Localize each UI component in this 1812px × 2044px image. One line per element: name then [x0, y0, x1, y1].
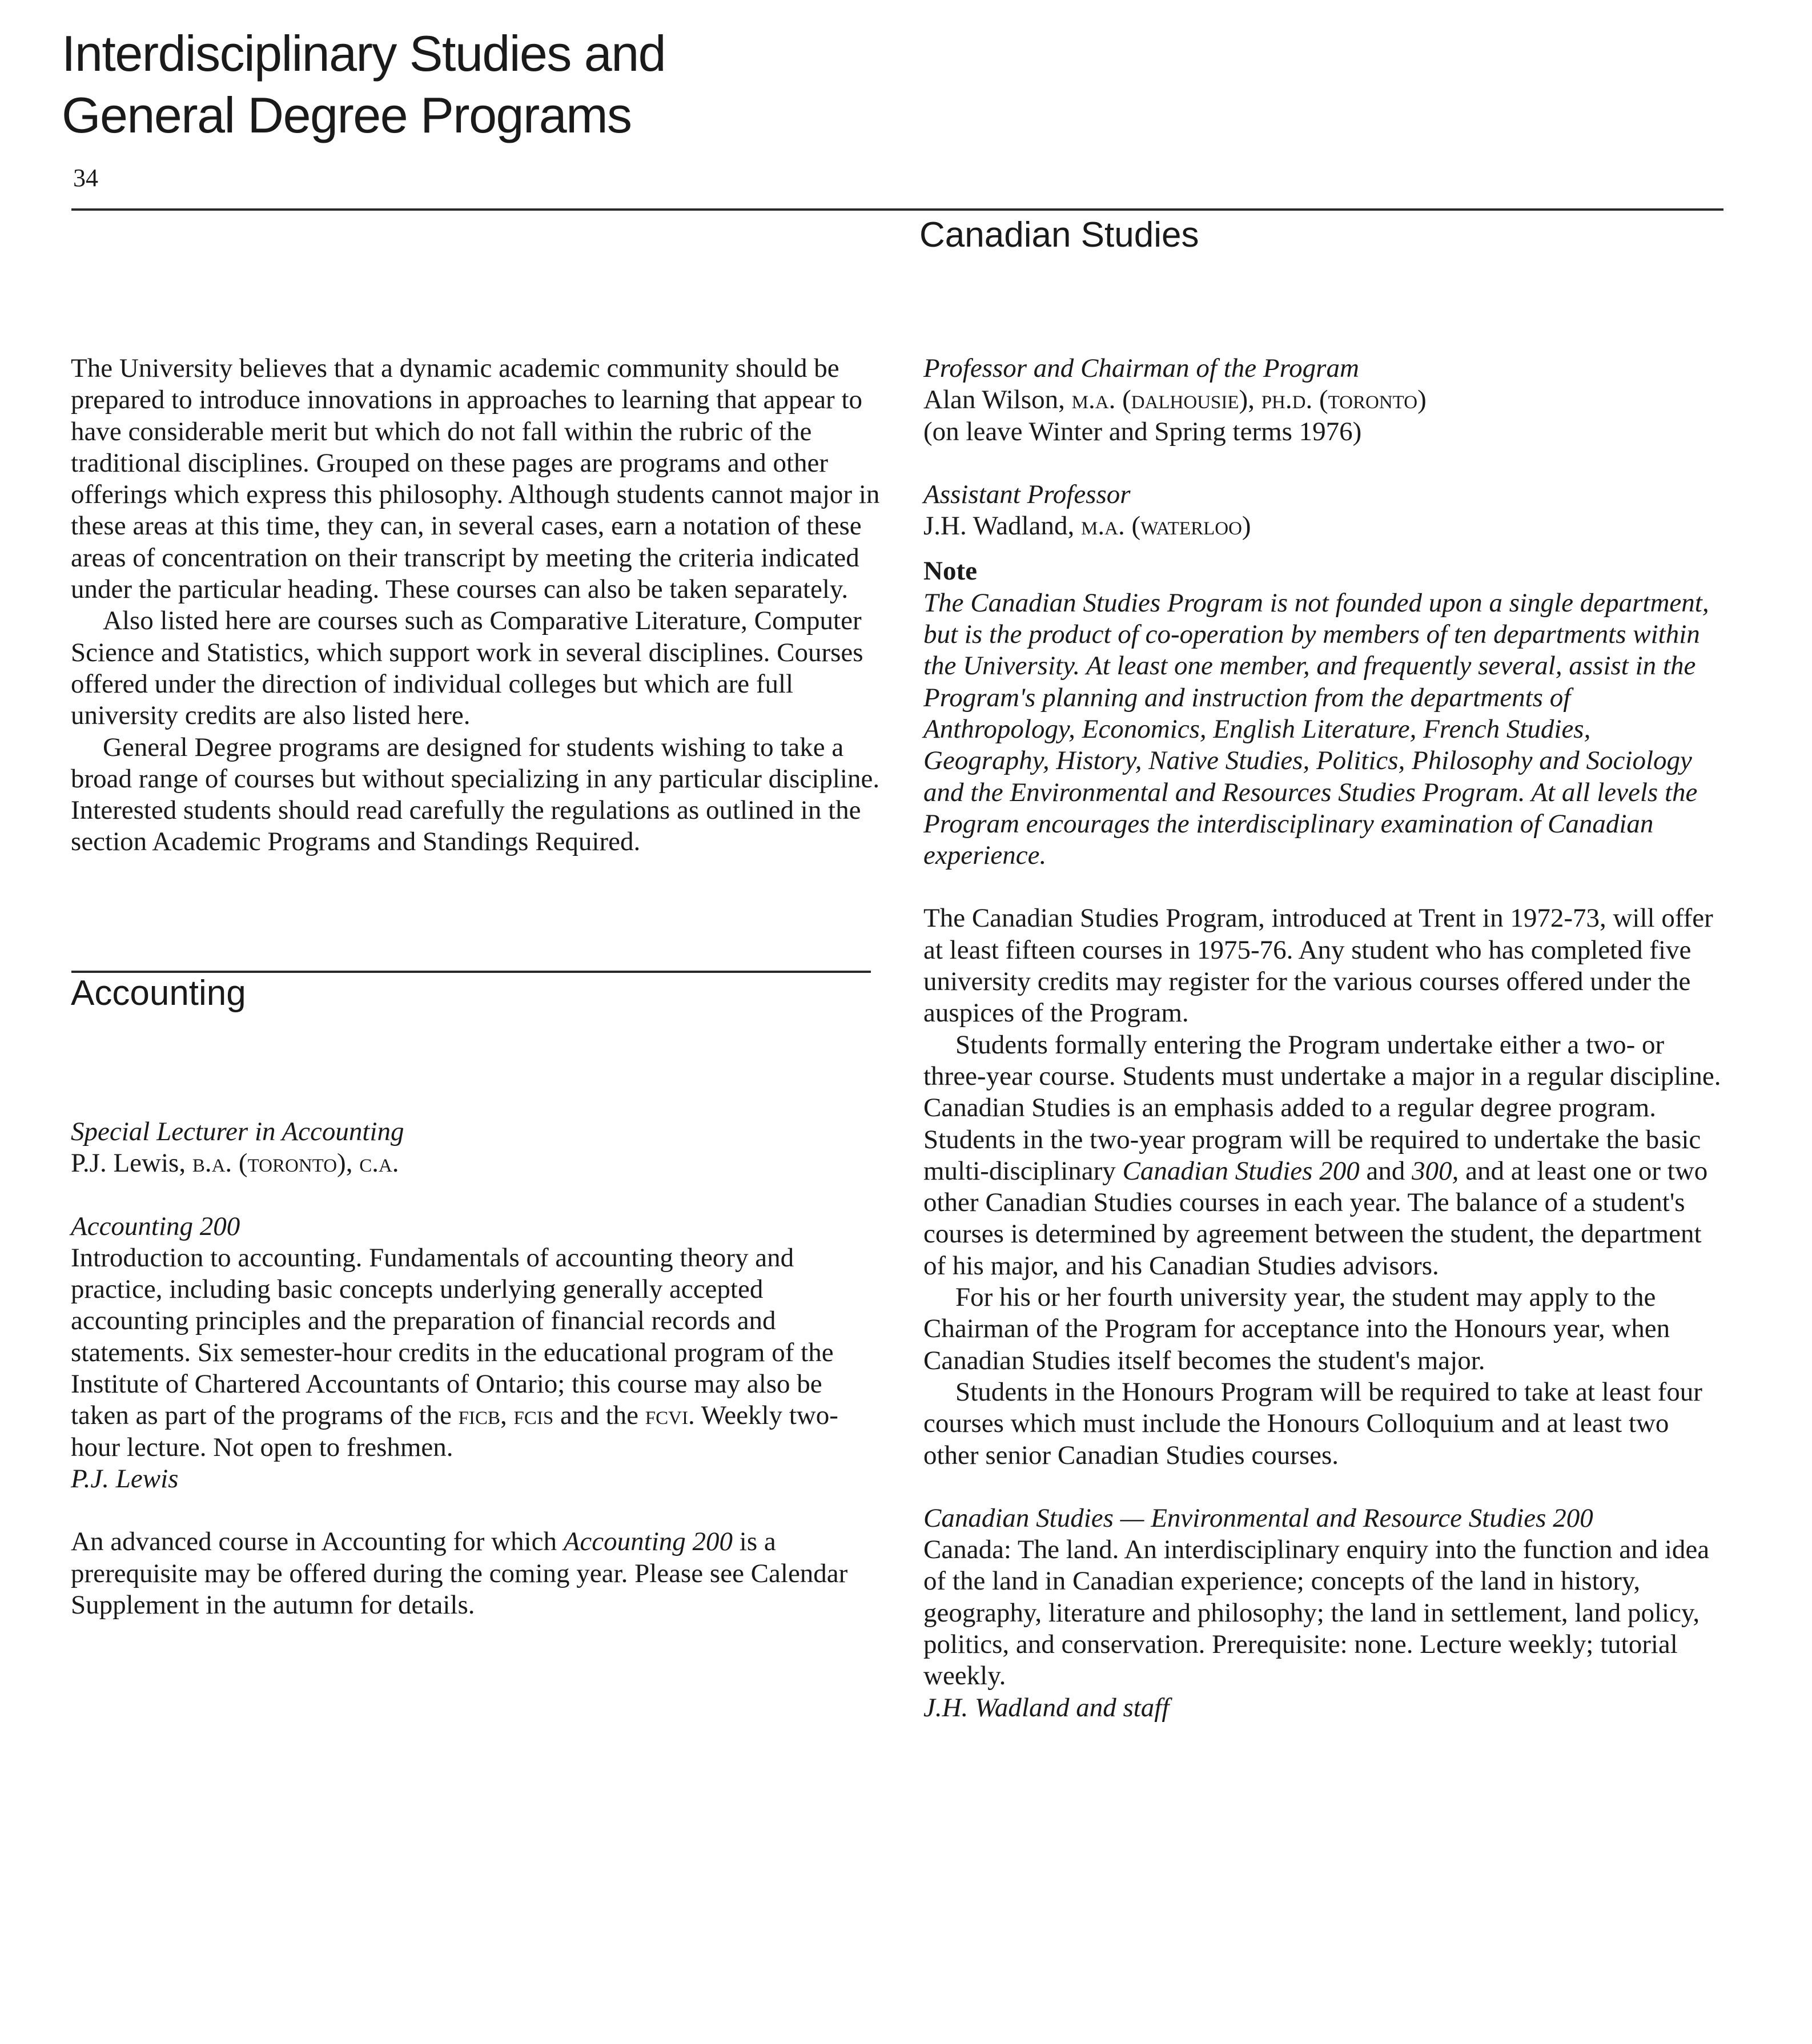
accounting-lecturer-name: P.J. Lewis, [71, 1148, 186, 1178]
accounting-lecturer [71, 1148, 882, 1179]
program-p2-and: and [1366, 1156, 1405, 1186]
cs-course-instructor: J.H. Wadland and staff [923, 1692, 1170, 1723]
chair-credentials: m.a. (dalhousie), ph.d. (toronto) [1071, 385, 1427, 415]
asst-title: Assistant Professor [923, 479, 1131, 509]
asst-credentials: m.a. (waterloo) [1081, 511, 1251, 541]
advanced-course: Accounting 200 [563, 1527, 733, 1557]
page-number: 34 [73, 164, 98, 192]
accounting-heading: Accounting [71, 973, 246, 1013]
program-paragraph-3: For his or her fourth university year, the student may apply to the Chairman of the Program for acceptance into the Honours year, when Canadian Studies itself becomes the student's major. [923, 1282, 1670, 1375]
page-title [62, 23, 918, 146]
abbr-fcvi: fcvi [645, 1401, 688, 1431]
accounting-lecturer-credentials: b.a. (toronto), c.a. [192, 1148, 399, 1178]
chair-line [923, 384, 1723, 416]
canadian-studies-section [923, 353, 1723, 1724]
accounting-course-instructor: P.J. Lewis [71, 1463, 179, 1494]
note-text: The Canadian Studies Program is not founded upon a single department, but is the product of co-operation by members of ten departments within the University. At least one member, and frequently several, assist in the Program's planning and instruction from the departments of Anthropology, Economics, English Literature, French Studies, Geography, History, Native Studies, Politics, Philosophy and Sociology and the Environmental and Resources Studies Program. At all levels the Program encourages the interdisciplinary examination of Canadian experience. [923, 588, 1709, 871]
intro-paragraph-1: The University believes that a dynamic academic community should be prepared to introduce innovations in approaches to learning that appear to have considerable merit but which do not fall within the rubric of the traditional disciplines. Grouped on these pages are programs and other offerings which express this philosophy. Although students cannot major in these areas at this time, they can, in several cases, earn a notation of these areas of concentration on their transcript by meeting the criteria indicated under the particular heading. These courses can also be taken separately. [71, 353, 880, 605]
intro-paragraph-2: Also listed here are courses such as Comparative Literature, Computer Science and Statistics, which support work in several disciplines. Courses offered under the direction of individual colleges but which are full university credits are also listed here. [71, 606, 863, 731]
cs-course-description: Canada: The land. An interdisciplinary enquiry into the function and idea of the land in Canadian experience; concepts of the land in history, geography, literature and philosophy; the land in settlement, land policy, politics, and conservation. Prerequisite: none. Lecture weekly; tutorial weekly. [923, 1535, 1710, 1691]
page-title-line-2: General Degree Programs [62, 87, 632, 143]
program-paragraph-1: The Canadian Studies Program, introduced at Trent in 1972-73, will offer at least fifteen courses in 1975-76. Any student who has completed five university credits may register for the various courses offered under the auspices of the Program. [923, 903, 1713, 1028]
accounting-course-description [71, 1242, 882, 1463]
page-title-line-1: Interdisciplinary Studies and [62, 25, 666, 82]
program-paragraph-2 [923, 1029, 1723, 1282]
cs-course-title: Canadian Studies — Environmental and Resource Studies 200 [923, 1503, 1593, 1533]
advanced-text-2: is a prerequisite may be offered during the coming year. Please see Calendar Supplement in the autumn for details. [71, 1527, 848, 1620]
chair-title: Professor and Chairman of the Program [923, 353, 1359, 383]
accounting-course-desc-2: . Weekly two-hour lecture. Not open to freshmen. [71, 1401, 838, 1462]
program-p2-course: Canadian Studies 200 [1122, 1156, 1360, 1186]
chair-leave: (on leave Winter and Spring terms 1976) [923, 416, 1362, 446]
asst-line [923, 510, 1723, 542]
header-rule [71, 208, 1723, 211]
program-p2-a: Students formally entering the Program undertake either a two- or three-year course. Students must undertake a major in a regular discipline. Canadian Studies is an emphasis added to a regular degree program. Students in the two-year program will be required to undertake the basic multi-disciplinary [923, 1029, 1721, 1186]
accounting-lecturer-title: Special Lecturer in Accounting [71, 1117, 404, 1146]
sep-and: and the [560, 1401, 639, 1431]
accounting-course-title: Accounting 200 [71, 1211, 240, 1241]
canadian-studies-heading: Canadian Studies [919, 215, 1199, 255]
chair-name: Alan Wilson, [923, 385, 1065, 415]
note-heading: Note [923, 556, 977, 586]
abbr-ficb: ficb [458, 1401, 501, 1431]
program-p2-b: and at least one or two other Canadian Studies courses in each year. The balance of a student's courses is determined by agreement between the student, the department of his major, and his Canadian Studies advisors. [923, 1156, 1708, 1281]
intro-paragraph-3: General Degree programs are designed for students wishing to take a broad range of courses but without specializing in any particular discipline. Interested students should read carefully the regulations as outlined in the section Academic Programs and Standings Required. [71, 732, 880, 857]
program-p2-course2: 300, [1412, 1156, 1459, 1186]
sep-comma: , [500, 1401, 507, 1431]
intro-section [71, 353, 882, 858]
asst-name: J.H. Wadland, [923, 511, 1075, 541]
advanced-text-1: An advanced course in Accounting for which [71, 1527, 557, 1557]
abbr-fcis: fcis [513, 1401, 554, 1431]
accounting-course-desc-1: Introduction to accounting. Fundamentals of accounting theory and practice, including basic concepts underlying generally accepted accounting principles and the preparation of financial records and statements. Six semester-hour credits in the educational program of the Institute of Chartered Accountants of Ontario; this course may also be taken as part of the programs of the [71, 1242, 834, 1431]
program-paragraph-4: Students in the Honours Program will be required to take at least four courses which must include the Honours Colloquium and at least two other senior Canadian Studies courses. [923, 1377, 1702, 1470]
accounting-advanced-note [71, 1526, 882, 1621]
accounting-section [71, 1116, 882, 1621]
